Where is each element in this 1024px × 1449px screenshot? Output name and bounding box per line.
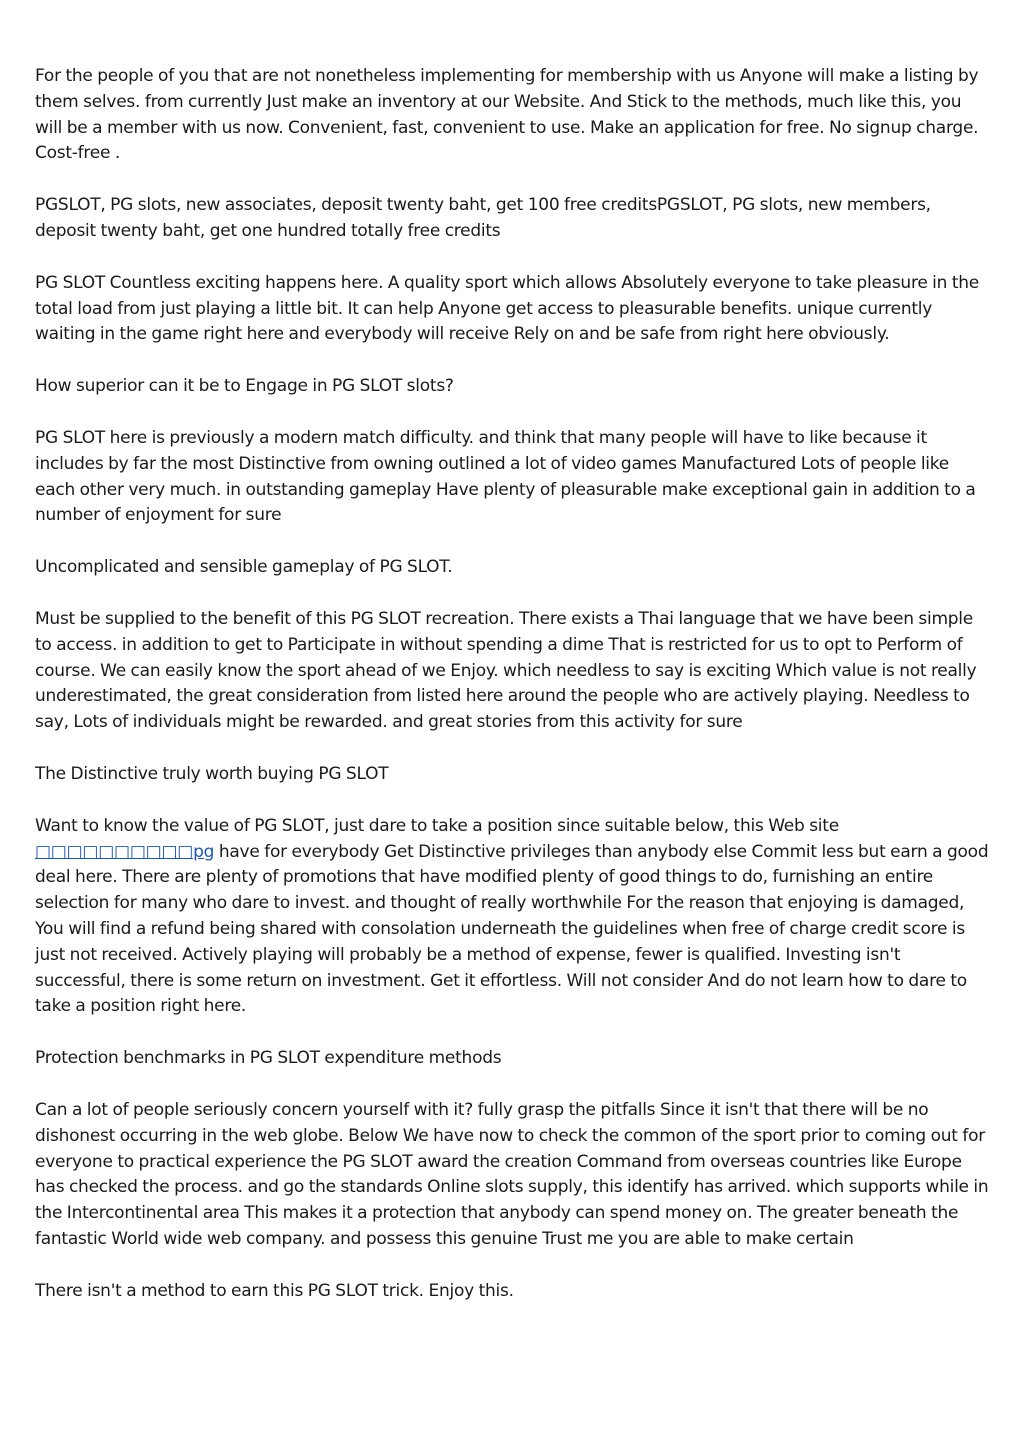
heading-protection-benchmarks: Protection benchmarks in PG SLOT expenditure methods xyxy=(35,1048,502,1069)
paragraph-value-of-pgslot xyxy=(35,814,993,1020)
heading-distinctive-worth: The Distinctive truly worth buying PG SLOT xyxy=(35,763,389,784)
paragraph-pitfalls: Can a lot of people seriously concern yourself with it? fully grasp the pitfalls Since it isn't that there will be no dishonest occurring in the web globe. Below We have now to check the common of the sport prior to coming out for everyone to practical experience the PG SLOT award the creation Command from overseas countries like Europe has checked the process. and go the standards Online slots supply, this identify has arrived. which supports while in the Intercontinental area This makes it a protection that anybody can spend money on. The greater beneath the fantastic World wide web company. and possess this genuine Trust me you are able to make certain xyxy=(35,1099,989,1249)
paragraph-closing: There isn't a method to earn this PG SLOT trick. Enjoy this. xyxy=(35,1280,514,1301)
value-text-after-link: have for everybody Get Distinctive privileges than anybody else Commit less but earn a good deal here. There are plenty of promotions that have modified plenty of good things to do, furnishing an entire selection for many who dare to invest. and thought of really worthwhile For the reason that enjoying is damaged, You will find a refund being shared with consolation underneath the guidelines when free of charge credit score is just not received. Actively playing will probably be a method of expense, fewer is qualified. Investing isn't successful, there is some return on investment. Get it effortless. Will not consider And do not learn how to dare to take a position right here. xyxy=(35,841,989,1017)
document-body xyxy=(35,64,993,1330)
paragraph-modern-match: PG SLOT here is previously a modern match difficulty. and think that many people will have to like because it includes by far the most Distinctive from owning outlined a lot of video games Manufactured Lots of people like each other very much. in outstanding gameplay Have plenty of pleasurable make exceptional gain in addition to a number of enjoyment for sure xyxy=(35,427,976,526)
paragraph-countless-exciting: PG SLOT Countless exciting happens here. A quality sport which allows Absolutely everyone to take pleasure in the total load from just playing a little bit. It can help Anyone get access to pleasurable benefits. unique currently waiting in the game right here and everybody will receive Rely on and be safe from right here obviously. xyxy=(35,272,979,345)
value-text-before-link: Want to know the value of PG SLOT, just dare to take a position since suitable below, this Web site xyxy=(35,815,839,836)
paragraph-pgslot-credits: PGSLOT, PG slots, new associates, deposit twenty baht, get 100 free creditsPGSLOT, PG slots, new members, deposit twenty baht, get one hundred totally free credits xyxy=(35,195,931,241)
paragraph-membership: For the people of you that are not nonetheless implementing for membership with us Anyone will make a listing by them selves. from currently Just make an inventory at our Website. And Stick to the methods, much like this, you will be a member with us now. Convenient, fast, convenient to use. Make an application for free. No signup charge. Cost-free . xyxy=(35,66,979,164)
paragraph-thai-language: Must be supplied to the benefit of this PG SLOT recreation. There exists a Thai language that we have been simple to access. in addition to get to Participate in without spending a dime That is restricted for us to opt to Perform of course. We can easily know the sport ahead of we Enjoy. which needless to say is exciting Which value is not really underestimated, the great consideration from listed here around the people who are actively playing. Needless to say, Lots of individuals might be rewarded. and great stories from this activity for sure xyxy=(35,608,977,733)
site-link[interactable]: □□□□□□□□□□pg xyxy=(35,841,215,862)
heading-how-superior: How superior can it be to Engage in PG SLOT slots? xyxy=(35,376,454,397)
heading-uncomplicated-gameplay: Uncomplicated and sensible gameplay of PG SLOT. xyxy=(35,557,453,578)
